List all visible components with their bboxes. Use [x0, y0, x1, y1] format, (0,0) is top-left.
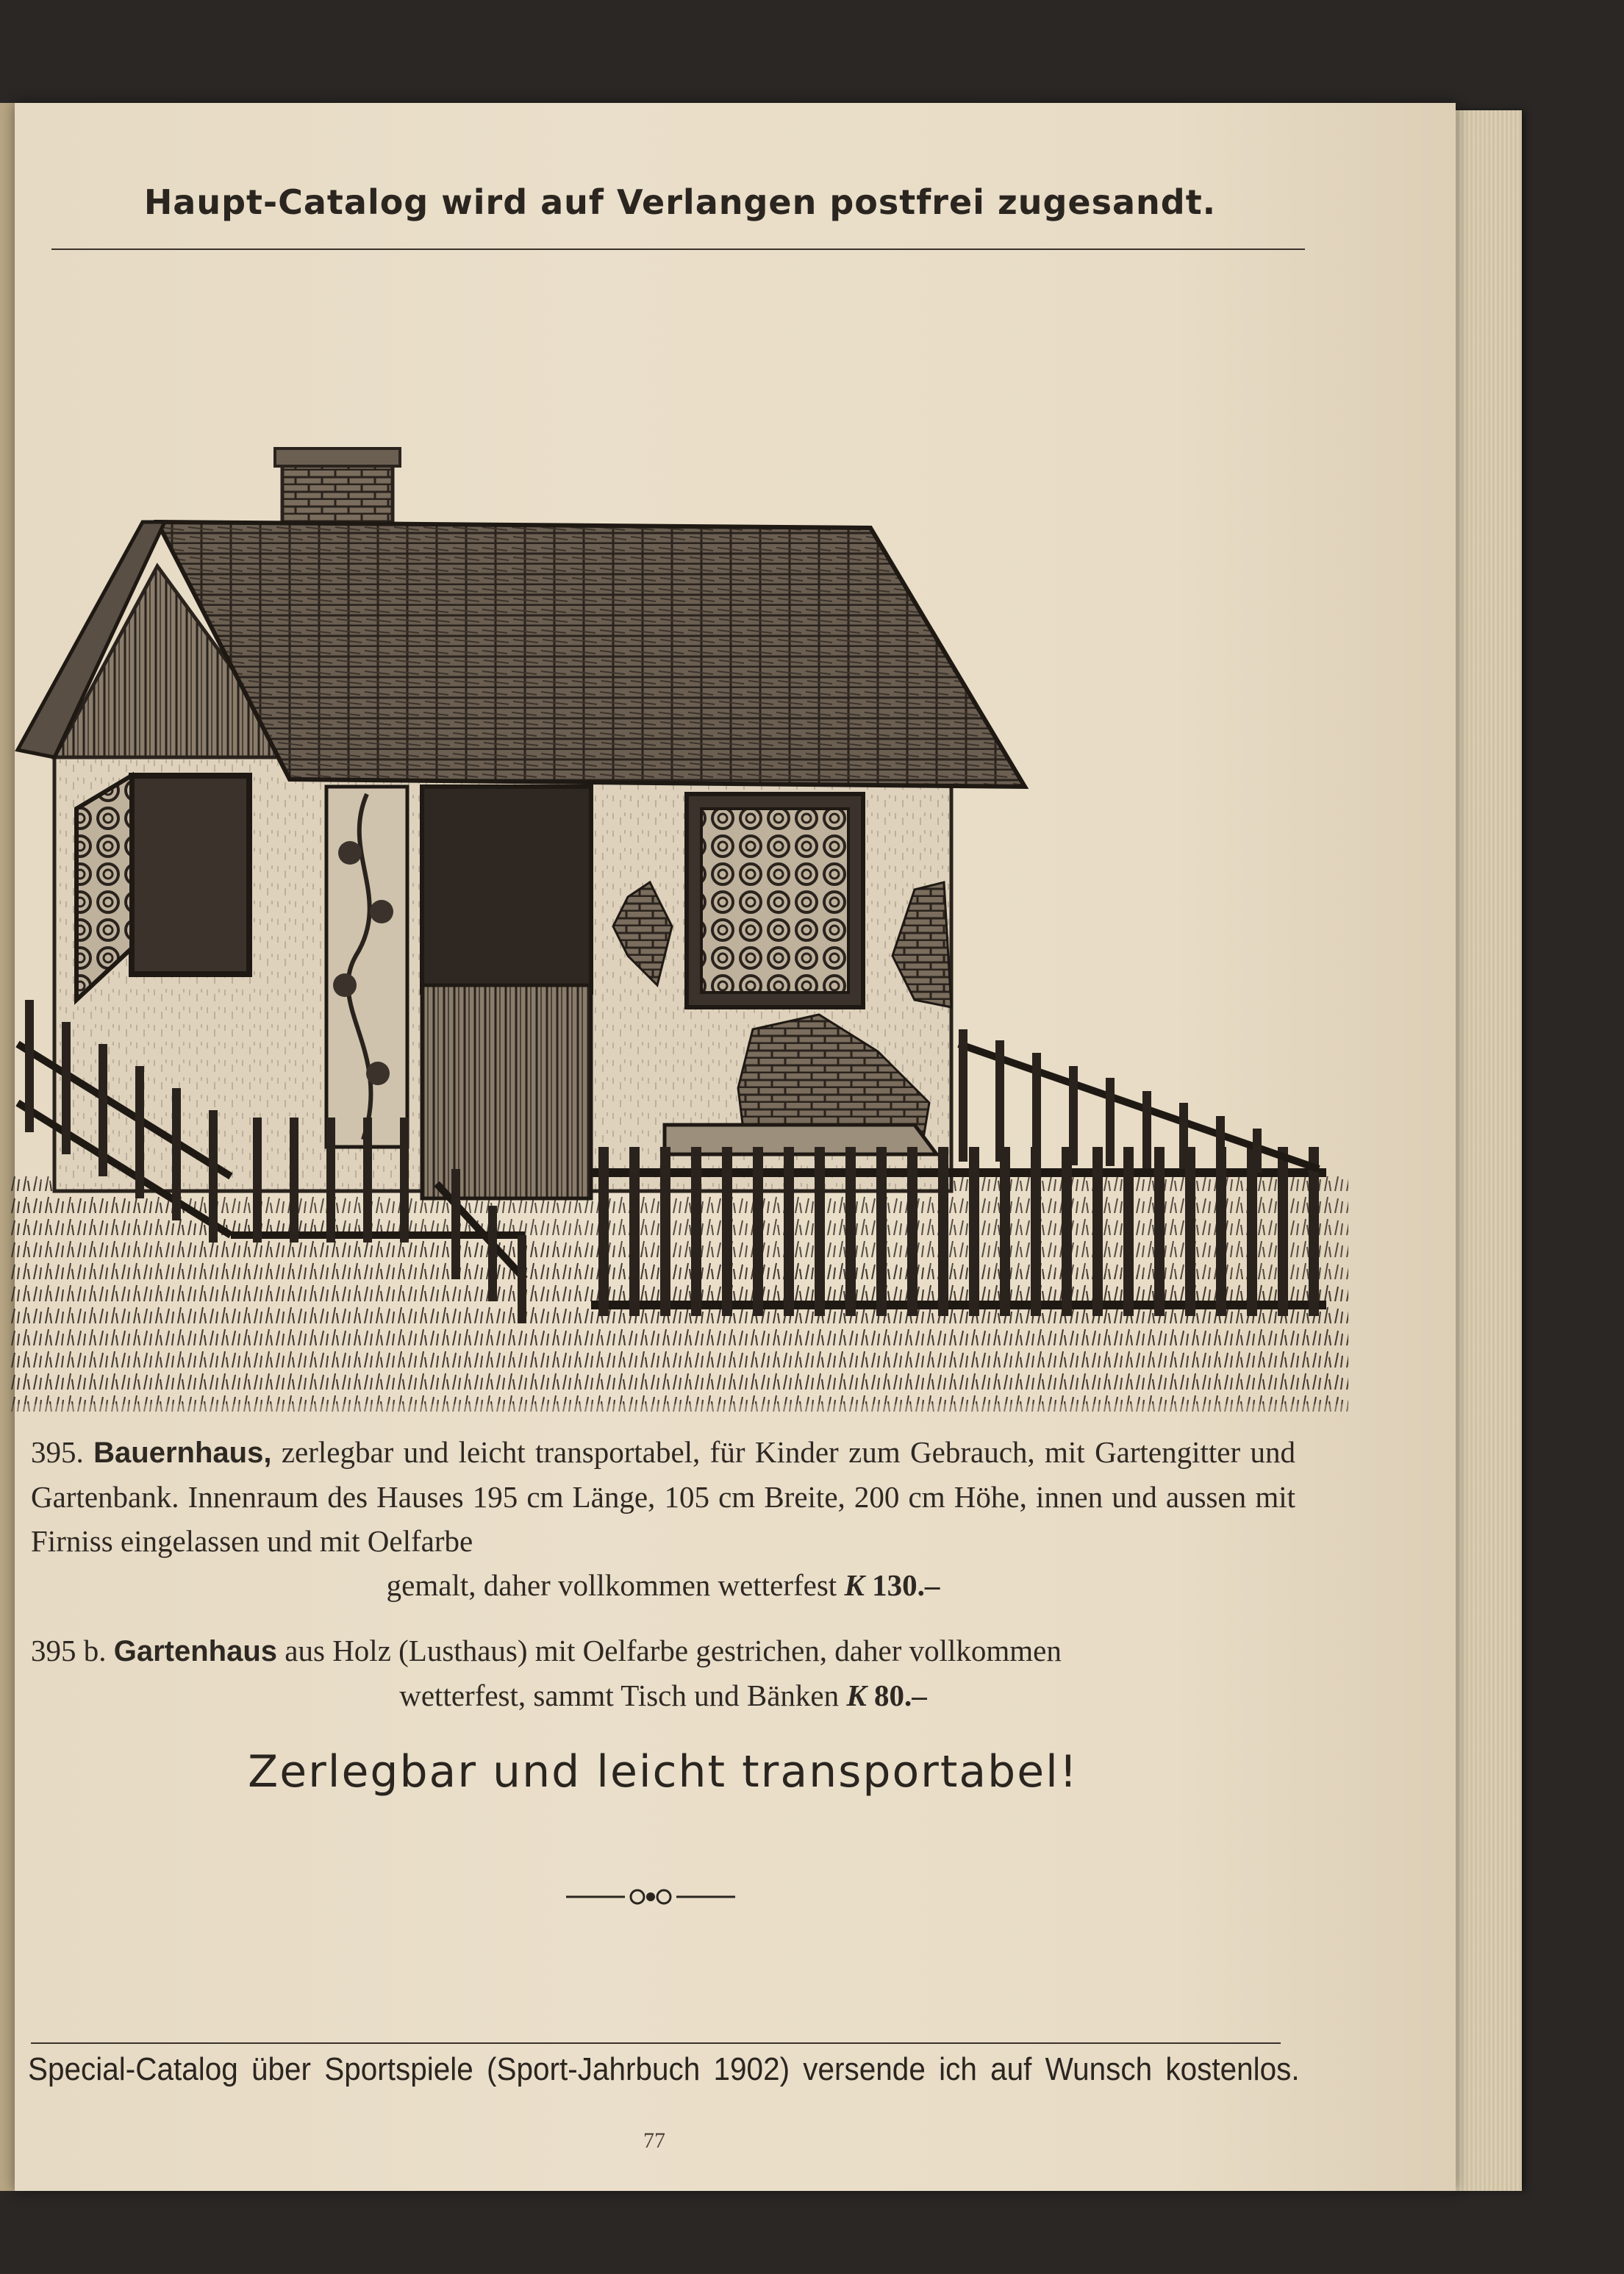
- page-number: 77: [643, 2128, 665, 2153]
- ornament-divider-icon: [566, 1882, 735, 1912]
- footer-rule: [31, 2042, 1281, 2044]
- item-395-last-line: gemalt, daher vollkommen wetterfest K 130.–: [386, 1568, 940, 1602]
- item-395-name: Bauernhaus,: [93, 1437, 272, 1469]
- page-header: Haupt-Catalog wird auf Verlangen postfrei zugesandt.: [143, 182, 1217, 222]
- item-395b-number: 395 b.: [31, 1634, 107, 1667]
- item-395-price: K 130.–: [844, 1568, 940, 1602]
- header-rule: [51, 249, 1305, 250]
- item-395b-last-line: wetterfest, sammt Tisch und Bänken K 80.–: [399, 1678, 927, 1712]
- item-395-number: 395.: [31, 1435, 84, 1469]
- item-395b-price: K 80.–: [846, 1678, 927, 1712]
- slogan: Zerlegbar und leicht transportabel!: [248, 1746, 1079, 1798]
- footer-notice: Special-Catalog über Sportspiele (Sport-Jahrbuch 1902) versende ich auf Wunsch kostenlos.: [28, 2051, 1300, 2087]
- farmhouse-engraving-icon: [10, 441, 1348, 1412]
- item-395-text: zerlegbar und leicht transportabel, für Kinder zum Gebrauch, mit Gartengitter und Gartenbank. Innenraum des Hauses 195 cm Länge, 105 cm Breite, 200 cm Höhe, innen und aussen mit Firniss eingelassen und mit Oelfarbe: [31, 1435, 1296, 1558]
- item-395-description: [31, 1430, 1295, 1607]
- item-395b-text: aus Holz (Lusthaus) mit Oelfarbe gestrichen, daher vollkommen: [285, 1634, 1062, 1667]
- item-395b-description: [31, 1628, 1295, 1717]
- item-395b-name: Gartenhaus: [113, 1635, 278, 1667]
- page-edges: [1452, 110, 1522, 2191]
